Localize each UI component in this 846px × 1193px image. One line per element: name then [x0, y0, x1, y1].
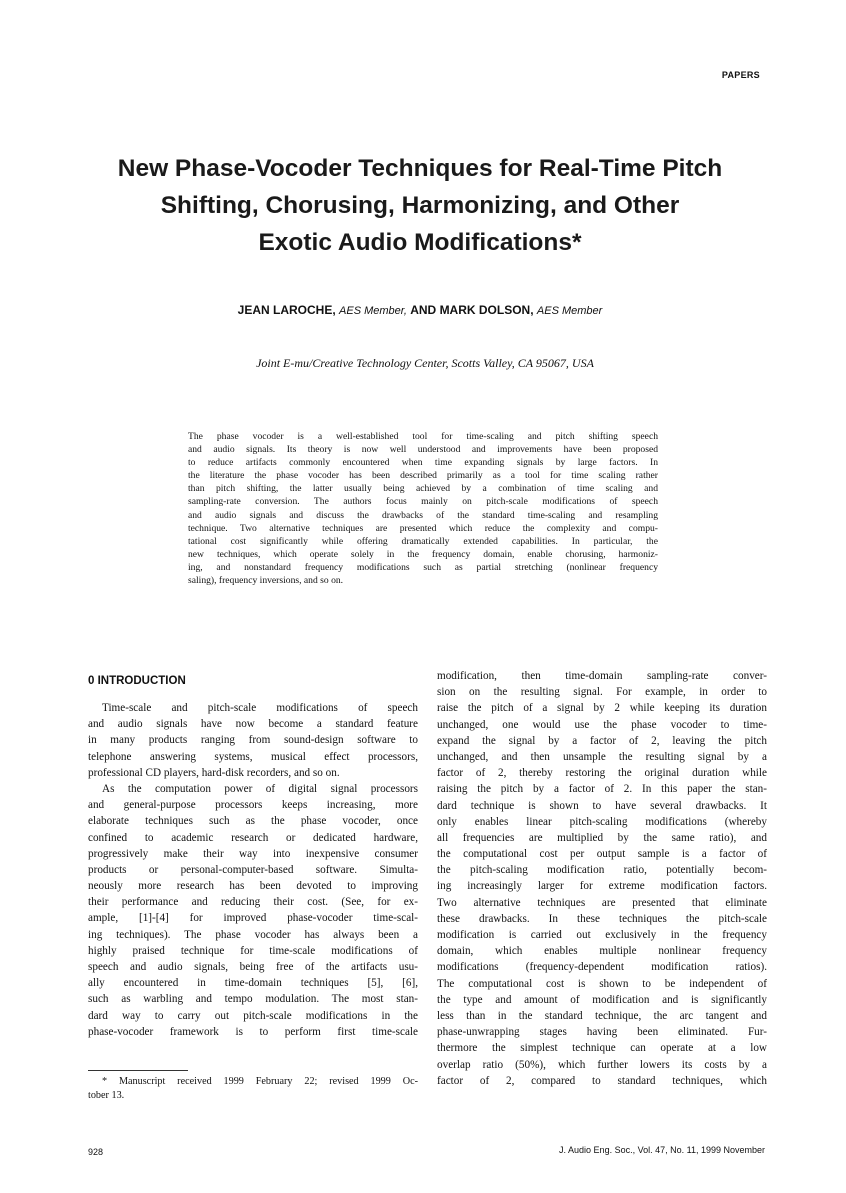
text-line: unchanged, one would use the phase vocoder to time-	[437, 718, 767, 731]
abstract-line: and audio signals and discuss the drawbacks of the standard time-scaling and resampling	[188, 509, 658, 521]
page-number: 928	[88, 1147, 104, 1157]
abstract-line: tational cost significantly while offering dramatically extended capabilities. In particular, the	[188, 535, 658, 547]
text-line: phase-vocoder framework is to perform first time-scale	[88, 1025, 418, 1038]
text-line: and general-purpose processors keeps increasing, more	[88, 799, 418, 812]
membership-label: AES Member	[536, 305, 603, 317]
right-column-text	[437, 668, 767, 1089]
text-line: modifications (frequency-dependent modification ratios).	[437, 961, 767, 974]
text-line: such as warbling and tempo modulation. The most stan-	[88, 993, 418, 1006]
text-line: and audio signals have now become a standard feature	[88, 718, 418, 731]
text-line: the pitch-scaling modification ratio, potentially becom-	[437, 864, 767, 877]
text-line: unchanged, and then unsample the resulting signal by a	[437, 750, 767, 763]
text-line: expand the signal by a factor of 2, leaving the pitch	[437, 734, 767, 747]
text-line: The computational cost is shown to be independent of	[437, 977, 767, 990]
text-line: domain, which enables multiple nonlinear frequency	[437, 945, 767, 958]
text-line: modification is carried out exclusively in the frequency	[437, 929, 767, 941]
text-line: these drawbacks. In these techniques the pitch-scale	[437, 912, 767, 925]
right-column	[437, 668, 767, 1089]
text-line: thermore the simplest technique can operate at a low	[437, 1042, 767, 1055]
footnote-rule	[88, 1070, 188, 1071]
abstract-line: ing, and nonstandard frequency modifications such as partial stretching (nonlinear frequency	[188, 561, 658, 573]
text-line: Two alternative techniques are presented that eliminate	[437, 896, 767, 909]
title-line: Shifting, Chorusing, Harmonizing, and Other	[160, 192, 680, 219]
left-column-text	[88, 700, 418, 1040]
text-line: sion on the resulting signal. For example, in order to	[437, 686, 767, 699]
text-line: raising the pitch by a factor of 2. In this paper the stan-	[437, 783, 767, 796]
text-line: dard technique is shown to have several drawbacks. It	[437, 799, 767, 812]
abstract	[188, 430, 658, 587]
text-line: neously more research has been devoted to improving	[88, 880, 418, 893]
text-line: highly praised technique for time-scale modifications of	[88, 944, 418, 957]
text-line: the computational cost per output sample is a factor of	[437, 848, 767, 861]
title-line: New Phase-Vocoder Techniques for Real-Time Pitch	[117, 155, 723, 182]
text-line: less than in the standard technique, the arc tangent and	[437, 1009, 767, 1022]
text-line: ample, [1]-[4] for improved phase-vocoder time-scal-	[88, 912, 418, 925]
text-line: factor of 2, compared to standard techniques, which	[437, 1074, 767, 1087]
text-line: overlap ratio (50%), which further lowers its costs by a	[437, 1058, 767, 1071]
footnote-line: * Manuscript received 1999 February 22; revised 1999 Oc-	[102, 1076, 418, 1087]
text-line: As the computation power of digital signal processors	[102, 782, 418, 795]
left-column	[88, 668, 418, 1040]
abstract-line: saling), frequency inversions, and so on.	[188, 575, 344, 587]
abstract-line: and audio signals. Its theory is now well understood and improvements have been proposed	[188, 444, 658, 456]
text-line: speech and audio signals, being free of the artifacts usu-	[88, 961, 418, 973]
author-name: MARK DOLSON,	[439, 303, 534, 317]
text-line: all frequencies are multiplied by the same ratio), and	[437, 831, 767, 844]
author-line	[120, 303, 720, 317]
text-line: telephone answering systems, musical effect processors,	[88, 750, 418, 763]
membership-label: AES Member,	[339, 305, 407, 317]
text-line: dard way to carry out pitch-scale modifications in the	[88, 1009, 418, 1022]
text-line: elaborate techniques such as the phase vocoder, once	[88, 815, 418, 828]
abstract-line: the literature the phase vocoder has been described primarily as a tool for time scaling rather	[188, 470, 658, 482]
text-line: confined to academic research or dedicated hardware,	[88, 831, 418, 844]
footnote-line: tober 13.	[88, 1089, 125, 1101]
text-line: professional CD players, hard-disk recorders, and so on.	[88, 766, 340, 779]
text-line: in many products ranging from sound-design software to	[88, 734, 418, 747]
text-line: factor of 2, thereby restoring the original duration while	[437, 767, 767, 780]
section-label: PAPERS	[721, 70, 760, 80]
author-conjunction: AND	[410, 303, 437, 317]
affiliation: Joint E-mu/Creative Technology Center, Scotts Valley, CA 95067, USA	[256, 356, 594, 370]
text-line: raise the pitch of a signal by 2 while keeping its duration	[437, 702, 767, 715]
text-line: their performance and reducing their cost. (See, for ex-	[88, 896, 418, 909]
abstract-line: than pitch shifting, the latter usually being achieved by a combination of time scaling and	[188, 483, 658, 495]
text-line: ing increasingly larger for extreme modification factors.	[437, 880, 767, 893]
text-line: products or personal-computer-based software. Simulta-	[88, 863, 418, 876]
text-line: Time-scale and pitch-scale modifications of speech	[102, 702, 418, 714]
journal-citation: J. Audio Eng. Soc., Vol. 47, No. 11, 1999 November	[559, 1145, 765, 1155]
footnote	[88, 1075, 418, 1102]
section-heading: 0 INTRODUCTION	[88, 675, 186, 687]
text-line: phase-unwrapping stages having been eliminated. Fur-	[437, 1026, 767, 1039]
text-line: progressively make their way into inexpensive consumer	[88, 847, 418, 860]
abstract-line: to reduce artifacts commonly encountered when time expanding signals by large factors. In	[188, 457, 658, 469]
paper-title	[90, 150, 750, 261]
text-line: the type and amount of modification and is significantly	[437, 993, 767, 1006]
abstract-line: technique. Two alternative techniques are presented which reduce the complexity and compu-	[188, 522, 658, 534]
author-name: JEAN LAROCHE,	[237, 303, 336, 317]
abstract-line: new techniques, which operate solely in the frequency domain, enable chorusing, harmoniz-	[188, 548, 658, 560]
text-line: ing techniques). The phase vocoder has always been a	[88, 928, 418, 941]
text-line: ally encountered in time-domain techniques [5], [6],	[88, 977, 418, 990]
text-line: only enables linear pitch-scaling modifications (whereby	[437, 815, 767, 828]
title-line: Exotic Audio Modifications*	[258, 229, 582, 256]
abstract-line: The phase vocoder is a well-established tool for time-scaling and pitch shifting speech	[188, 431, 658, 442]
text-line: modification, then time-domain sampling-rate conver-	[437, 670, 767, 682]
abstract-line: sampling-rate conversion. The authors focus mainly on pitch-scale modifications of speech	[188, 496, 658, 508]
